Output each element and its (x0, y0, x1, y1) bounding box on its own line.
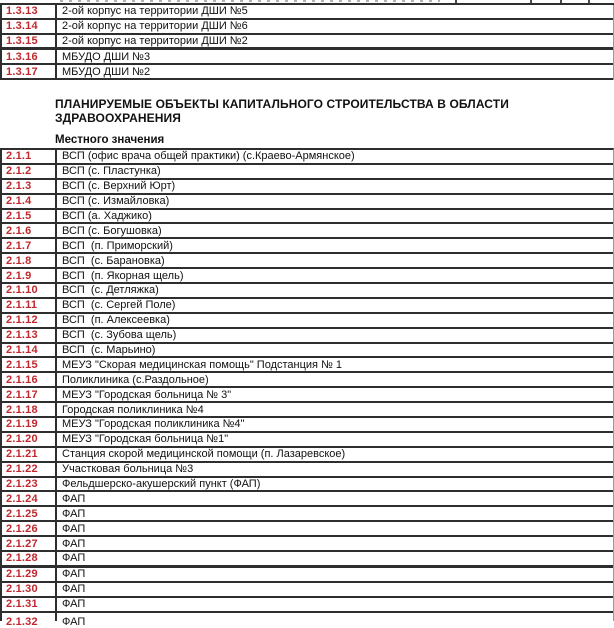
row-number: 2.1.20 (2, 433, 57, 446)
row-name: ВСП (офис врача общей практики) (с.Краево-Армянское) (62, 150, 355, 163)
table-row (2, 284, 613, 299)
row-name: ВСП (с. Зубова щель) (62, 329, 177, 342)
row-number: 1.3.17 (2, 65, 57, 78)
row-number: 1.3.14 (2, 20, 57, 33)
row-name: 2-ой корпус на территории ДШИ №5 (62, 5, 248, 18)
row-name: Городская поликлиника №4 (62, 403, 204, 416)
row-number: 2.1.1 (2, 150, 57, 163)
table-row (2, 583, 613, 598)
row-number: 2.1.22 (2, 463, 57, 476)
table-row (2, 314, 613, 329)
table-row (2, 65, 613, 80)
row-number: 2.1.11 (2, 299, 57, 312)
row-name: МБУДО ДШИ №2 (62, 65, 151, 78)
row-name: ФАП (62, 598, 86, 611)
row-number: 1.3.13 (2, 5, 57, 18)
row-number: 2.1.30 (2, 583, 57, 596)
row-name: Поликлиника (с.Раздольное) (62, 373, 209, 386)
row-name: ФАП (62, 583, 86, 596)
row-name: Участковая больница №3 (62, 463, 194, 476)
row-name: ВСП (а. Хаджико) (62, 209, 152, 222)
row-number: 2.1.8 (2, 254, 57, 267)
row-number: 2.1.5 (2, 210, 57, 223)
column-border-remnant (530, 0, 532, 3)
row-name: Фельдшерско-акушерский пункт (ФАП) (62, 478, 261, 491)
row-number: 2.1.2 (2, 165, 57, 178)
section-subheading: Местного значения (55, 133, 165, 146)
table-row (2, 522, 613, 537)
table-row (2, 507, 613, 522)
row-name: МБУДО ДШИ №3 (62, 50, 151, 63)
row-number: 2.1.10 (2, 284, 57, 297)
row-number: 2.1.25 (2, 507, 57, 520)
row-number: 2.1.31 (2, 598, 57, 611)
table-row (2, 463, 613, 478)
row-number: 2.1.27 (2, 537, 57, 550)
table-education-objects (0, 5, 614, 80)
row-number: 2.1.17 (2, 388, 57, 401)
row-number: 2.1.12 (2, 314, 57, 327)
table-row (2, 478, 613, 493)
row-name: ФАП (62, 615, 86, 628)
table-row (2, 552, 613, 568)
table-row (2, 418, 613, 433)
row-name: ФАП (62, 522, 86, 535)
row-name: ВСП (с. Сергей Поле) (62, 299, 176, 312)
table-row (2, 180, 613, 195)
table-row (2, 403, 613, 418)
row-name: ВСП (с. Марьино) (62, 344, 156, 356)
table-row (2, 195, 613, 210)
row-name: МЕУЗ "Городская больница №1" (62, 433, 229, 446)
row-name: ВСП (с. Богушовка) (62, 224, 162, 237)
table-row (2, 239, 613, 254)
row-number: 2.1.15 (2, 358, 57, 371)
table-row (2, 492, 613, 507)
row-name: МЕУЗ "Городская больница № 3" (62, 388, 232, 401)
table-row (2, 433, 613, 448)
row-number: 2.1.32 (2, 613, 57, 621)
table-row (2, 388, 613, 403)
row-number: 2.1.16 (2, 373, 57, 386)
row-number: 2.1.14 (2, 344, 57, 357)
row-name: ФАП (62, 552, 86, 565)
row-name: 2-ой корпус на территории ДШИ №6 (62, 20, 248, 33)
row-number: 2.1.24 (2, 492, 57, 505)
table-row (2, 568, 613, 583)
table-row (2, 5, 613, 20)
table-healthcare-objects-cropped-row (0, 613, 614, 628)
row-name: Станция скорой медицинской помощи (п. Лазаревское) (62, 448, 346, 461)
cropped-text-remnant (60, 0, 440, 2)
row-number: 1.3.16 (2, 50, 57, 63)
table-row (2, 299, 613, 314)
cropped-row-remnant (0, 0, 614, 5)
row-number: 2.1.21 (2, 448, 57, 461)
row-number: 2.1.19 (2, 418, 57, 431)
table-row (2, 373, 613, 388)
row-name: ФАП (62, 568, 86, 581)
row-number: 2.1.26 (2, 522, 57, 535)
row-number: 2.1.18 (2, 403, 57, 416)
row-name: ВСП (с. Верхний Юрт) (62, 180, 176, 193)
row-name: МЕУЗ "Городская поликлиника №4" (62, 418, 245, 431)
row-name: ВСП (с. Измайловка) (62, 195, 170, 208)
table-row (2, 150, 613, 165)
row-number: 1.3.15 (2, 35, 57, 48)
row-name: ВСП (п. Приморский) (62, 239, 173, 252)
row-number: 2.1.3 (2, 180, 57, 193)
table-row (2, 165, 613, 180)
table-row (2, 269, 613, 284)
row-name: ФАП (62, 507, 86, 520)
row-name: ФАП (62, 492, 86, 505)
table-row (2, 254, 613, 269)
table-row (2, 210, 613, 225)
table-row (2, 35, 613, 51)
table-healthcare-objects (0, 148, 614, 613)
row-number: 2.1.4 (2, 195, 57, 208)
column-border-remnant (455, 0, 457, 3)
table-row-partial (2, 613, 613, 628)
table-row (2, 344, 613, 359)
row-number: 2.1.28 (2, 552, 57, 565)
table-row (2, 224, 613, 239)
row-number: 2.1.23 (2, 478, 57, 491)
row-number: 2.1.6 (2, 224, 57, 237)
column-border-remnant (588, 0, 590, 3)
row-number: 2.1.9 (2, 269, 57, 282)
row-name: ВСП (с. Детляжка) (62, 284, 159, 297)
table-row (2, 20, 613, 35)
table-row (2, 598, 613, 613)
row-name: ВСП (с. Барановка) (62, 254, 165, 267)
row-name: ФАП (62, 537, 86, 550)
table-row (2, 448, 613, 463)
row-number: 2.1.13 (2, 329, 57, 342)
row-number: 2.1.29 (2, 568, 57, 581)
table-row (2, 50, 613, 65)
row-name: ВСП (п. Алексеевка) (62, 314, 170, 327)
row-name: 2-ой корпус на территории ДШИ №2 (62, 34, 248, 47)
row-number: 2.1.7 (2, 239, 57, 252)
column-border-remnant (560, 0, 562, 3)
table-row (2, 358, 613, 373)
table-row (2, 329, 613, 344)
row-name: МЕУЗ "Скорая медицинская помощь" Подстанция № 1 (62, 358, 343, 371)
row-name: ВСП (с. Пластунка) (62, 165, 161, 178)
table-row (2, 537, 613, 552)
row-name: ВСП (п. Якорная щель) (62, 269, 184, 282)
section-heading: ПЛАНИРУЕМЫЕ ОБЪЕКТЫ КАПИТАЛЬНОГО СТРОИТЕЛЬСТВА В ОБЛАСТИ ЗДРАВООХРАНЕНИЯ (55, 96, 509, 125)
